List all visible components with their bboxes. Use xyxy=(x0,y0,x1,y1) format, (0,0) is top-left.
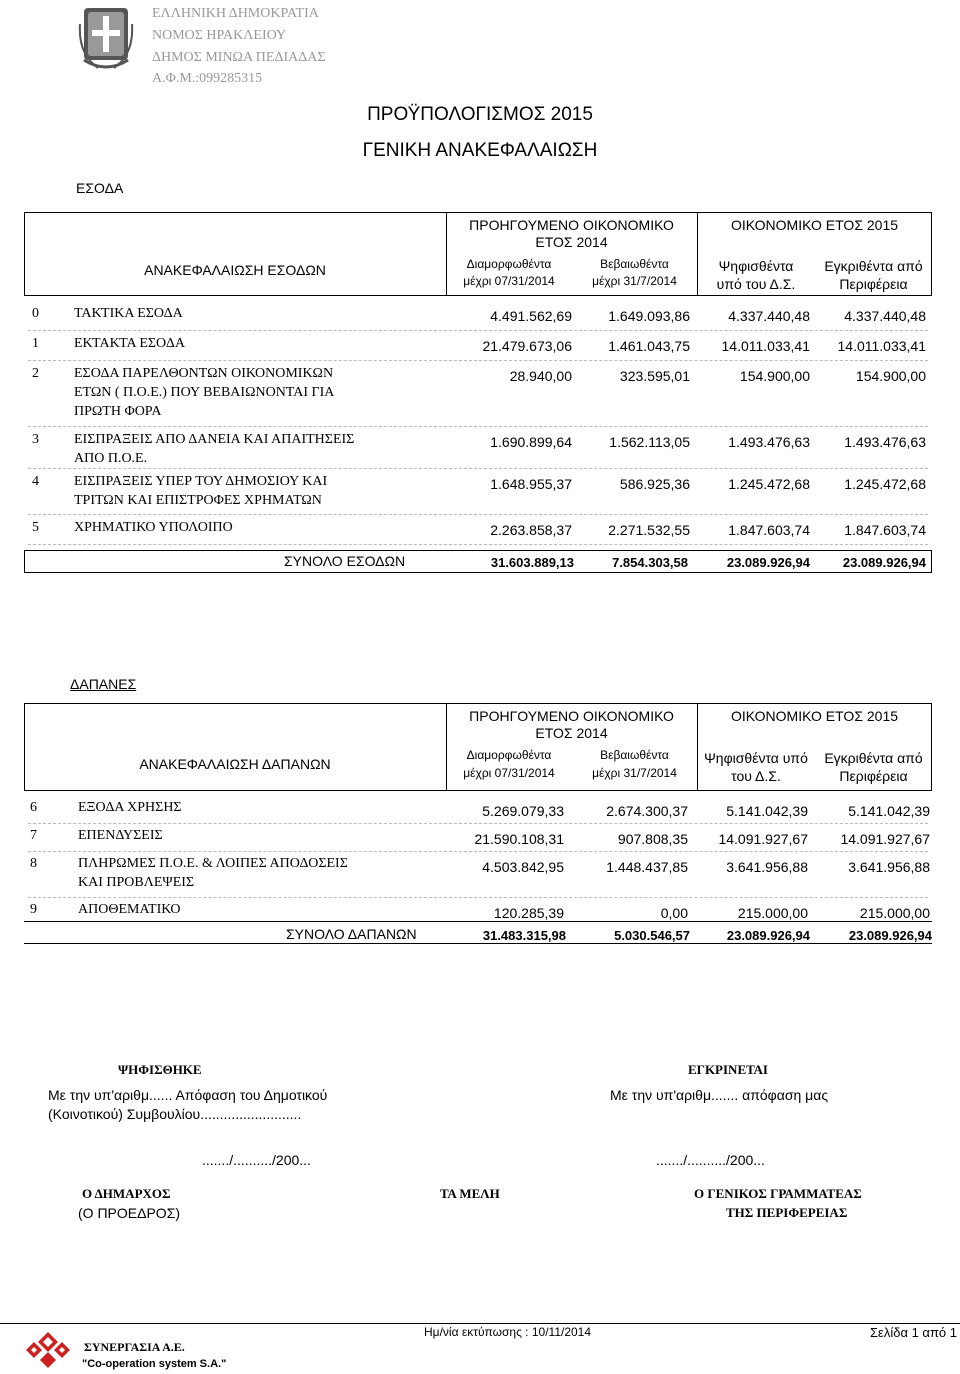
revenue-col1-header-1: Διαμορφωθέντα xyxy=(466,257,552,271)
revenue-row-v4: 1.245.472,68 xyxy=(844,476,926,492)
revenue-row-label: ΤΑΚΤΙΚΑ ΕΣΟΔΑ xyxy=(74,306,183,321)
revenue-row-v1: 28.940,00 xyxy=(509,368,572,384)
page-subtitle: ΓΕΝΙΚΗ ΑΝΑΚΕΦΑΛΑΙΩΣΗ xyxy=(362,140,598,161)
print-date: Ημ/νία εκτύπωσης : 10/11/2014 xyxy=(424,1325,592,1339)
revenue-row-v2: 323.595,01 xyxy=(619,368,690,384)
expenses-total-v1: 31.483.315,98 xyxy=(482,928,566,943)
revenue-row-v2: 1.562.113,05 xyxy=(609,434,690,450)
revenue-row-code: 4 xyxy=(32,474,39,489)
revenue-row-v4: 154.900,00 xyxy=(855,368,926,384)
revenue-row-v4: 14.011.033,41 xyxy=(837,338,926,354)
revenue-row-v2: 1.649.093,86 xyxy=(608,308,690,324)
prefecture-label: ΝΟΜΟΣ ΗΡΑΚΛΕΙΟΥ xyxy=(152,28,287,43)
revenue-row-label-cont: ΤΡΙΤΩΝ ΚΑΙ ΕΠΙΣΤΡΟΦΕΣ ΧΡΗΜΑΤΩΝ xyxy=(74,493,322,508)
revenue-row-v1: 21.479.673,06 xyxy=(482,338,572,354)
expenses-col4-header-1: Εγκριθέντα από xyxy=(824,750,923,766)
row-separator xyxy=(28,851,928,852)
revenue-row-v3: 14.011.033,41 xyxy=(721,338,810,354)
revenue-col2-header-2: μέχρι 31/7/2014 xyxy=(592,274,677,288)
revenue-total-v2: 7.854.303,58 xyxy=(612,555,688,570)
revenue-row-label: ΕΣΟΔΑ ΠΑΡΕΛΘΟΝΤΩΝ ΟΙΚΟΝΟΜΙΚΩΝ xyxy=(74,366,334,381)
expenses-row-label: ΕΠΕΝΔΥΣΕΙΣ xyxy=(78,828,163,843)
date-left: ......./........../200... xyxy=(202,1152,311,1168)
afm-label: Α.Φ.Μ.:099285315 xyxy=(152,71,263,86)
revenue-row-v3: 1.847.603,74 xyxy=(728,522,810,538)
voted-line-1: Με την υπ'αριθμ...... Απόφαση του Δημοτικού xyxy=(48,1087,328,1103)
revenue-row-label-cont: ΠΡΩΤΗ ΦΟΡΑ xyxy=(74,404,162,419)
revenue-row-v1: 2.263.858,37 xyxy=(490,522,572,538)
revenue-table-title: ΑΝΑΚΕΦΑΛΑΙΩΣΗ ΕΣΟΔΩΝ xyxy=(144,262,326,278)
row-separator xyxy=(28,426,928,427)
revenue-row-v1: 1.648.955,37 xyxy=(490,476,572,492)
expenses-row-label: ΠΛΗΡΩΜΕΣ Π.Ο.Ε. & ΛΟΙΠΕΣ ΑΠΟΔΟΣΕΙΣ xyxy=(78,856,348,871)
expenses-row-v3: 5.141.042,39 xyxy=(726,803,808,819)
revenue-row-code: 0 xyxy=(32,306,39,321)
revenue-row-v3: 1.493.476,63 xyxy=(728,434,810,450)
expenses-row-v3: 14.091.927,67 xyxy=(718,831,808,847)
revenue-row-v2: 586.925,36 xyxy=(619,476,690,492)
expenses-col1-header-1: Διαμορφωθέντα xyxy=(466,748,552,762)
revenue-row-v3: 1.245.472,68 xyxy=(728,476,810,492)
expenses-row-v1: 21.590.108,31 xyxy=(474,831,564,847)
expenses-row-v4: 215.000,00 xyxy=(859,905,930,921)
revenue-row-v4: 1.493.476,63 xyxy=(844,434,926,450)
expenses-row-v4: 14.091.927,67 xyxy=(840,831,930,847)
revenue-row-v3: 4.337.440,48 xyxy=(728,308,810,324)
revenue-col3-header-2: υπό του Δ.Σ. xyxy=(716,276,796,292)
company-logo xyxy=(18,1328,78,1368)
revenue-total-label: ΣΥΝΟΛΟ ΕΣΟΔΩΝ xyxy=(284,553,406,569)
secretary-label-1: Ο ΓΕΝΙΚΟΣ ΓΡΑΜΜΑΤΕΑΣ xyxy=(694,1186,862,1201)
expenses-cur-year-header: ΟΙΚΟΝΟΜΙΚΟ ΕΤΟΣ 2015 xyxy=(730,708,899,724)
expenses-col1-header-2: μέχρι 07/31/2014 xyxy=(463,766,555,780)
revenue-row-code: 1 xyxy=(32,336,39,351)
emblem xyxy=(78,4,134,74)
expenses-row-code: 6 xyxy=(30,800,37,815)
expenses-table-title: ΑΝΑΚΕΦΑΛΑΙΩΣΗ ΔΑΠΑΝΩΝ xyxy=(139,756,331,772)
expenses-row-code: 9 xyxy=(30,902,37,917)
row-separator xyxy=(28,330,928,331)
expenses-row-v2: 0,00 xyxy=(660,905,688,921)
secretary-label-2: ΤΗΣ ΠΕΡΙΦΕΡΕΙΑΣ xyxy=(726,1205,848,1220)
expenses-row-v2: 2.674.300,37 xyxy=(606,803,688,819)
revenue-section-label: ΕΣΟΔΑ xyxy=(76,180,124,196)
expenses-row-v4: 5.141.042,39 xyxy=(848,803,930,819)
revenue-cur-year-header: ΟΙΚΟΝΟΜΙΚΟ ΕΤΟΣ 2015 xyxy=(730,217,899,233)
row-separator xyxy=(28,514,928,515)
expenses-col2-header-2: μέχρι 31/7/2014 xyxy=(592,766,677,780)
expenses-row-code: 8 xyxy=(30,856,37,871)
row-separator xyxy=(28,360,928,361)
revenue-row-label: ΕΙΣΠΡΑΞΕΙΣ ΥΠΕΡ ΤΟΥ ΔΗΜΟΣΙΟΥ ΚΑΙ xyxy=(74,474,328,489)
members-label: ΤΑ ΜΕΛΗ xyxy=(440,1186,500,1201)
revenue-row-code: 5 xyxy=(32,520,39,535)
revenue-col4-header-2: Περιφέρεια xyxy=(839,276,908,292)
revenue-col2-header-1: Βεβαιωθέντα xyxy=(600,257,669,271)
mayor-sub-label: (Ο ΠΡΟΕΔΡΟΣ) xyxy=(78,1205,181,1221)
expenses-row-v3: 215.000,00 xyxy=(737,905,808,921)
approved-line-1: Με την υπ'αριθμ....... απόφαση μας xyxy=(610,1087,829,1103)
expenses-row-v2: 907.808,35 xyxy=(617,831,688,847)
revenue-row-label: ΕΙΣΠΡΑΞΕΙΣ ΑΠΟ ΔΑΝΕΙΑ ΚΑΙ ΑΠΑΙΤΗΣΕΙΣ xyxy=(74,432,355,447)
revenue-col1-header-2: μέχρι 07/31/2014 xyxy=(463,274,555,288)
revenue-col4-header-1: Εγκριθέντα από xyxy=(824,258,923,274)
row-separator xyxy=(28,468,928,469)
revenue-total-v1: 31.603.889,13 xyxy=(490,555,574,570)
expenses-row-v1: 5.269.079,33 xyxy=(482,803,564,819)
expenses-row-v1: 120.285,39 xyxy=(493,905,564,921)
page-number: Σελίδα 1 από 1 xyxy=(870,1325,957,1340)
row-separator xyxy=(28,897,928,898)
revenue-row-v3: 154.900,00 xyxy=(739,368,810,384)
revenue-row-v2: 1.461.043,75 xyxy=(608,338,690,354)
revenue-row-label-cont: ΑΠΟ Π.Ο.Ε. xyxy=(74,451,148,466)
revenue-prev-year-header-2: ΕΤΟΣ 2014 xyxy=(535,234,608,250)
revenue-row-v1: 1.690.899,64 xyxy=(490,434,572,450)
voted-line-2: (Κοινοτικού) Συμβουλίου.......................... xyxy=(48,1106,302,1122)
expenses-row-code: 7 xyxy=(30,828,37,843)
expenses-total-label: ΣΥΝΟΛΟ ΔΑΠΑΝΩΝ xyxy=(286,926,417,942)
expenses-prev-year-header-1: ΠΡΟΗΓΟΥΜΕΝΟ ΟΙΚΟΝΟΜΙΚΟ xyxy=(469,708,674,724)
revenue-row-v4: 1.847.603,74 xyxy=(844,522,926,538)
expenses-row-v4: 3.641.956,88 xyxy=(848,859,930,875)
revenue-row-code: 2 xyxy=(32,366,39,381)
date-right: ......./........../200... xyxy=(656,1152,765,1168)
revenue-row-v2: 2.271.532,55 xyxy=(608,522,690,538)
mayor-label: Ο ΔΗΜΑΡΧΟΣ xyxy=(82,1186,171,1201)
municipality-label: ΔΗΜΟΣ ΜΙΝΩΑ ΠΕΔΙΑΔΑΣ xyxy=(152,50,326,65)
company-name: ΣΥΝΕΡΓΑΣΙΑ Α.Ε. xyxy=(84,1340,185,1354)
row-separator xyxy=(28,544,928,545)
expenses-row-label: ΕΞΟΔΑ ΧΡΗΣΗΣ xyxy=(78,800,182,815)
approved-heading: ΕΓΚΡΙΝΕΤΑΙ xyxy=(688,1062,768,1077)
revenue-row-label: ΕΚΤΑΚΤΑ ΕΣΟΔΑ xyxy=(74,336,185,351)
expenses-section-label: ΔΑΠΑΝΕΣ xyxy=(70,676,137,692)
page-title: ΠΡΟΫΠΟΛΟΓΙΣΜΟΣ 2015 xyxy=(367,104,593,125)
expenses-row-v3: 3.641.956,88 xyxy=(726,859,808,875)
revenue-row-v1: 4.491.562,69 xyxy=(490,308,572,324)
expenses-col2-header-1: Βεβαιωθέντα xyxy=(600,748,669,762)
voted-heading: ΨΗΦΙΣΘΗΚΕ xyxy=(118,1062,202,1077)
expenses-row-label-cont: ΚΑΙ ΠΡΟΒΛΕΨΕΙΣ xyxy=(78,875,195,890)
revenue-row-label-cont: ΕΤΩΝ ( Π.Ο.Ε.) ΠΟΥ ΒΕΒΑΙΩΝΟΝΤΑΙ ΓΙΑ xyxy=(74,385,335,400)
expenses-col4-header-2: Περιφέρεια xyxy=(839,768,908,784)
revenue-col3-header-1: Ψηφισθέντα xyxy=(718,258,794,274)
revenue-total-v3: 23.089.926,94 xyxy=(726,555,810,570)
expenses-total-v4: 23.089.926,94 xyxy=(848,928,932,943)
expenses-prev-year-header-2: ΕΤΟΣ 2014 xyxy=(535,725,608,741)
country-label: ΕΛΛΗΝΙΚΗ ΔΗΜΟΚΡΑΤΙΑ xyxy=(152,6,319,21)
revenue-total-v4: 23.089.926,94 xyxy=(842,555,926,570)
expenses-col3-header-2: του Δ.Σ. xyxy=(731,768,781,784)
revenue-prev-year-header-1: ΠΡΟΗΓΟΥΜΕΝΟ ΟΙΚΟΝΟΜΙΚΟ xyxy=(469,217,674,233)
row-separator xyxy=(28,823,928,824)
expenses-total-v2: 5.030.546,57 xyxy=(614,928,690,943)
revenue-row-label: ΧΡΗΜΑΤΙΚΟ ΥΠΟΛΟΙΠΟ xyxy=(74,520,233,535)
revenue-row-v4: 4.337.440,48 xyxy=(844,308,926,324)
expenses-col3-header-1: Ψηφισθέντα υπό xyxy=(704,750,808,766)
revenue-row-code: 3 xyxy=(32,432,39,447)
expenses-row-label: ΑΠΟΘΕΜΑΤΙΚΟ xyxy=(78,902,181,917)
company-name-en: "Co-operation system S.A." xyxy=(82,1358,227,1370)
expenses-row-v2: 1.448.437,85 xyxy=(606,859,688,875)
expenses-total-v3: 23.089.926,94 xyxy=(726,928,810,943)
expenses-row-v1: 4.503.842,95 xyxy=(482,859,564,875)
